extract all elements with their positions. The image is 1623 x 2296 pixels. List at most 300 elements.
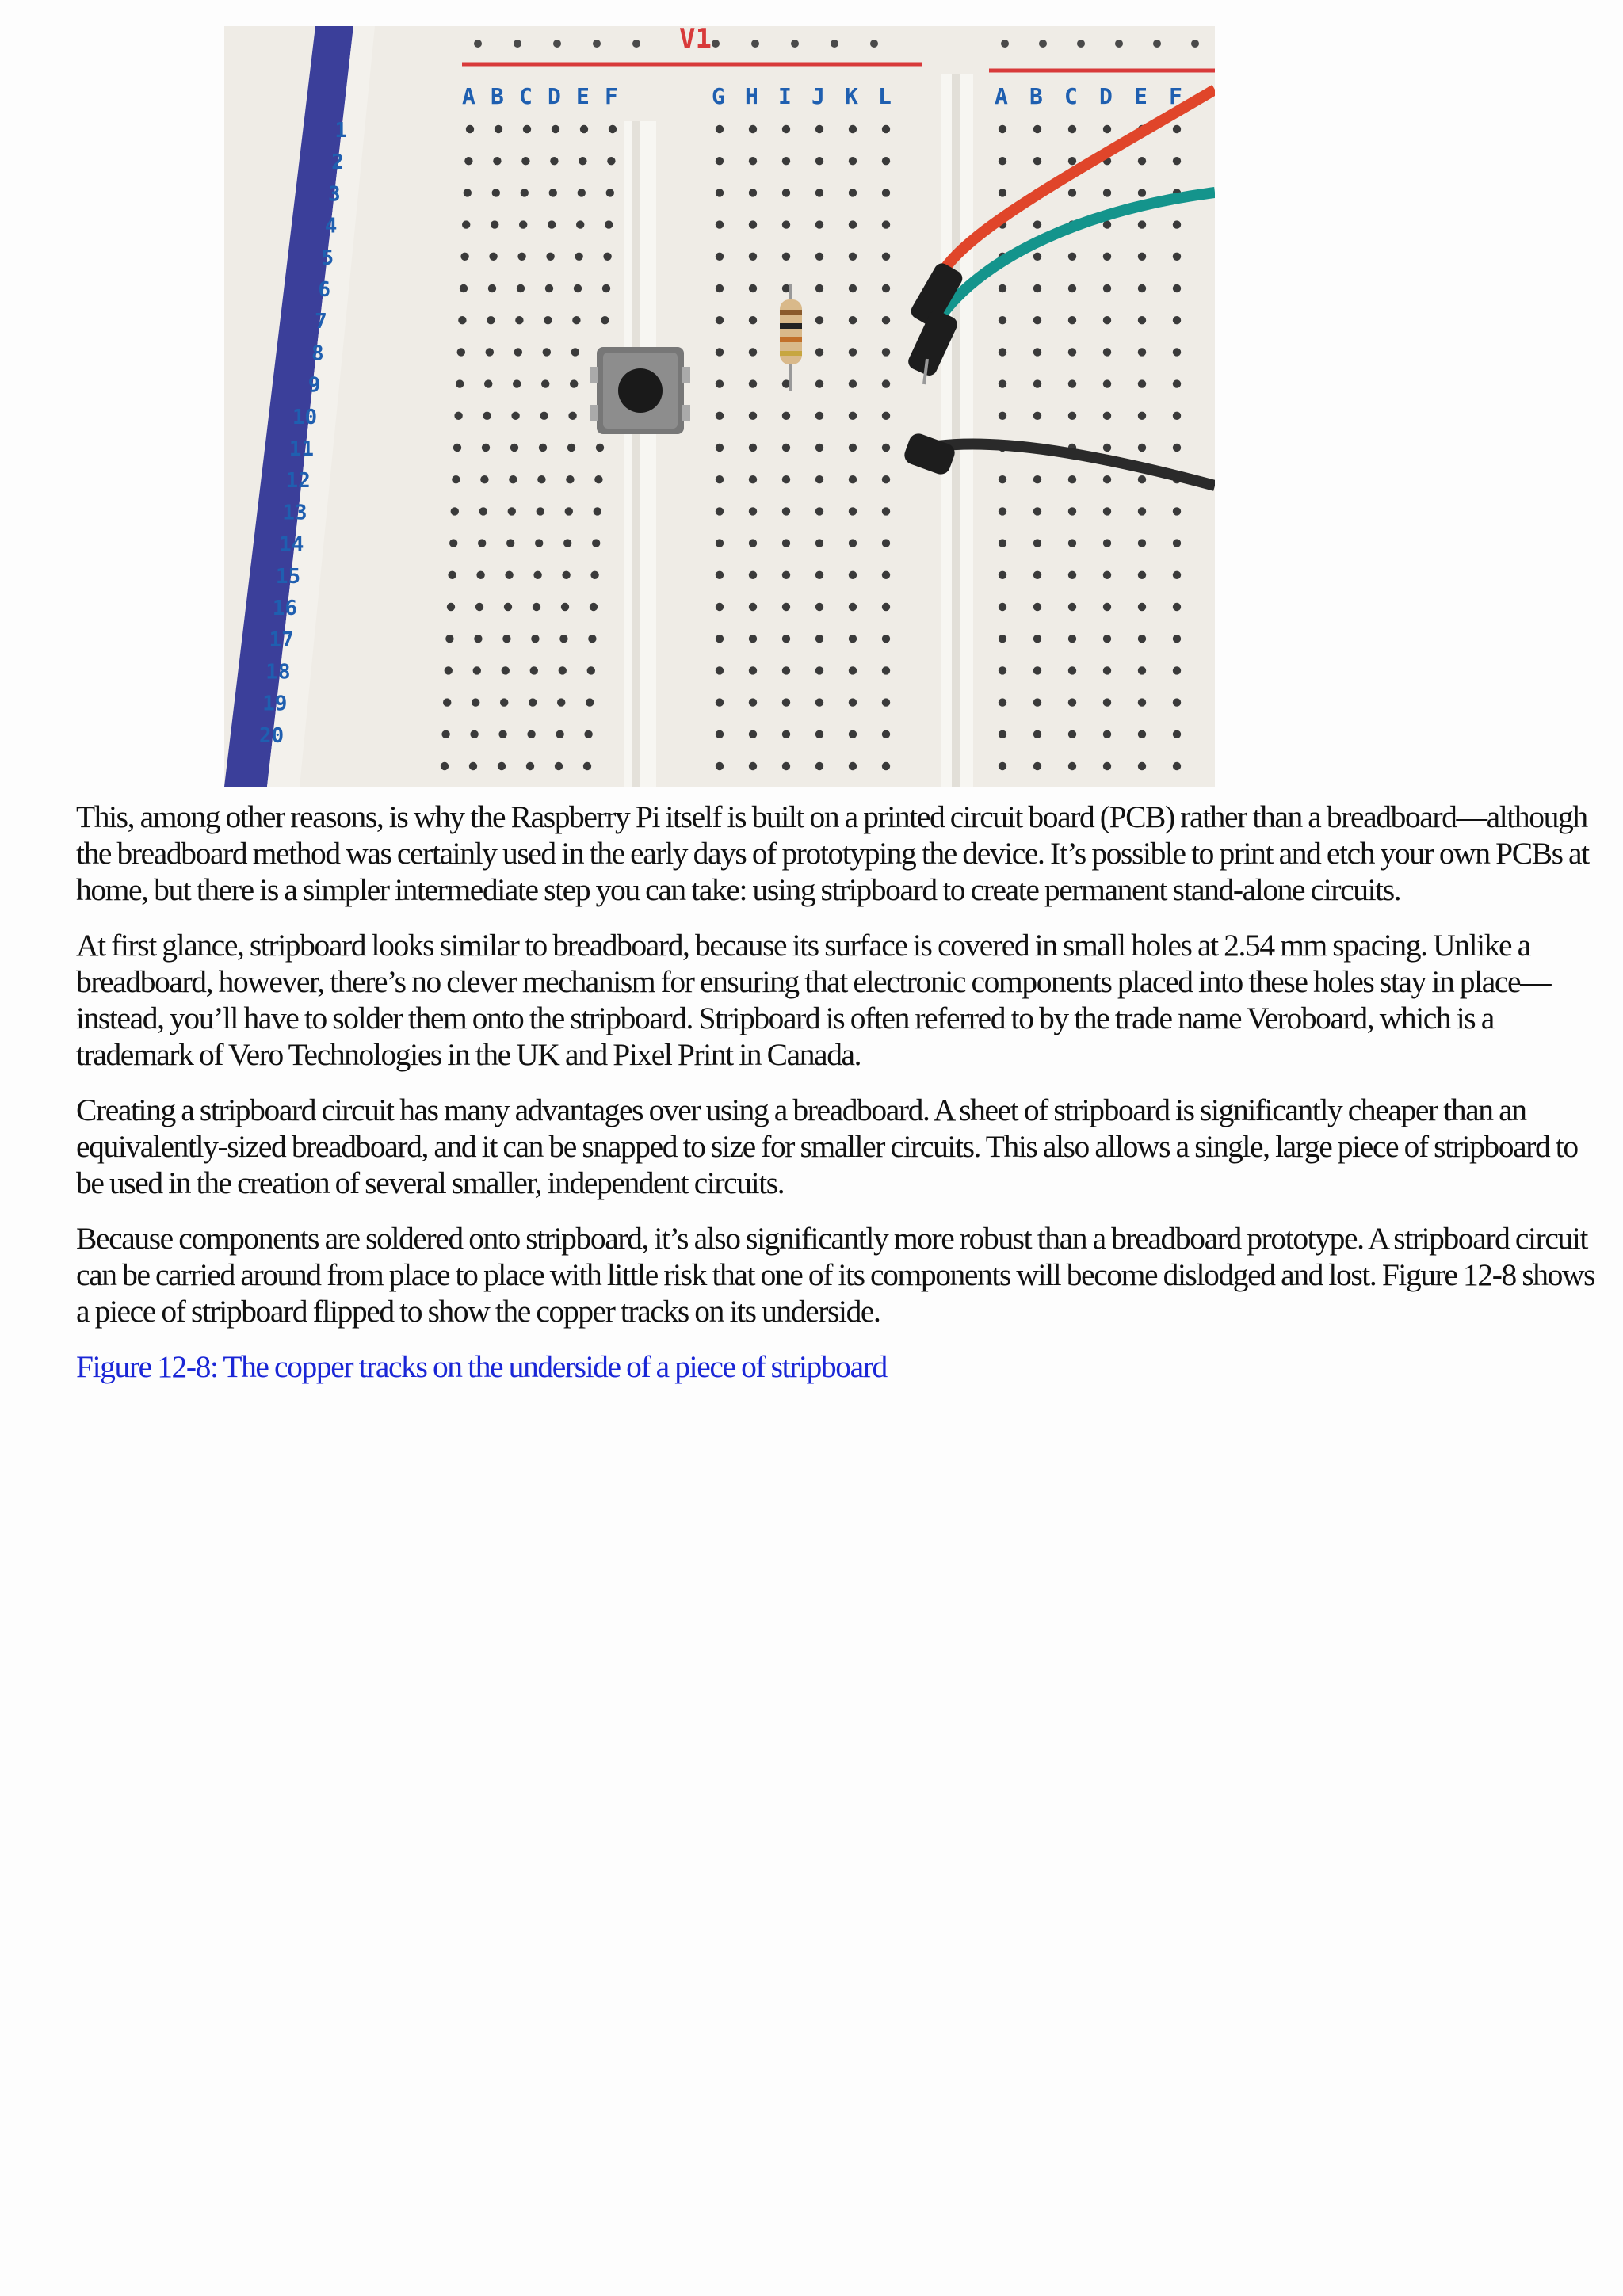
breadboard-hole (882, 412, 890, 420)
breadboard-hole (749, 379, 757, 387)
breadboard-hole (559, 666, 567, 674)
breadboard-hole (571, 348, 579, 356)
breadboard-hole (491, 220, 498, 228)
breadboard-hole (815, 507, 823, 515)
breadboard-hole (523, 125, 531, 133)
breadboard-hole (1138, 475, 1146, 483)
breadboard-hole (999, 189, 1006, 196)
breadboard-hole (749, 698, 757, 706)
breadboard-hole (882, 507, 890, 515)
breadboard-hole (1103, 730, 1111, 738)
breadboard-hole (749, 220, 757, 228)
row-label: 3 (327, 182, 341, 207)
breadboard-hole (1103, 125, 1111, 133)
breadboard-hole (502, 666, 510, 674)
breadboard-photo (224, 26, 1215, 787)
breadboard-hole (1103, 189, 1111, 196)
breadboard-hole (1138, 284, 1146, 292)
breadboard-hole (849, 539, 857, 547)
breadboard-hole (749, 157, 757, 165)
breadboard-hole (1138, 603, 1146, 611)
breadboard-hole (548, 220, 556, 228)
rail-hole (751, 40, 759, 48)
column-label: F (605, 83, 618, 109)
breadboard-hole (716, 220, 724, 228)
breadboard-hole (999, 666, 1006, 674)
breadboard-hole (606, 189, 614, 196)
breadboard-hole (1138, 189, 1146, 196)
paragraph: Because components are soldered onto stripboard, it’s also significantly more robust than a breadboard prototype. A stripboard circuit can be carried around from place to place with little risk that one of its components will become dislodged and lost. Figure 12-8 shows a piece of stripboard flipped to show the copper tracks on its underside. (76, 1221, 1595, 1329)
breadboard-hole (815, 220, 823, 228)
rail-hole (791, 40, 799, 48)
breadboard-hole (546, 253, 554, 261)
breadboard-hole (999, 571, 1006, 579)
breadboard-hole (510, 444, 518, 452)
breadboard-hole (1068, 507, 1076, 515)
breadboard-hole (1138, 635, 1146, 643)
breadboard-hole (749, 571, 757, 579)
breadboard-hole (473, 666, 481, 674)
breadboard-hole (592, 539, 600, 547)
breadboard-hole (1138, 507, 1146, 515)
breadboard-hole (749, 762, 757, 770)
breadboard-hole (849, 220, 857, 228)
breadboard-hole (749, 603, 757, 611)
breadboard-hole (521, 189, 529, 196)
row-label: 7 (315, 310, 327, 334)
breadboard-hole (500, 698, 508, 706)
breadboard-hole (495, 125, 502, 133)
breadboard-hole (1173, 379, 1181, 387)
breadboard-hole (605, 220, 613, 228)
breadboard-hole (552, 125, 559, 133)
breadboard-hole (579, 157, 586, 165)
row-label: 12 (285, 469, 311, 494)
breadboard-hole (1068, 666, 1076, 674)
breadboard-hole (543, 348, 551, 356)
breadboard-hole (749, 412, 757, 420)
breadboard-hole (549, 189, 557, 196)
breadboard-hole (502, 635, 510, 643)
breadboard-hole (1173, 507, 1181, 515)
breadboard-hole (1103, 603, 1111, 611)
breadboard-hole (609, 125, 617, 133)
breadboard-hole (849, 666, 857, 674)
breadboard-hole (568, 412, 576, 420)
breadboard-hole (458, 316, 466, 324)
row-label: 16 (272, 597, 297, 620)
row-label: 15 (275, 564, 301, 589)
breadboard-hole (1068, 253, 1076, 261)
breadboard-hole (445, 666, 453, 674)
breadboard-hole (572, 316, 580, 324)
breadboard-hole (470, 730, 478, 738)
breadboard-hole (1173, 539, 1181, 547)
breadboard-hole (454, 412, 462, 420)
breadboard-hole (441, 762, 449, 770)
breadboard-hole (716, 762, 724, 770)
breadboard-hole (1103, 698, 1111, 706)
breadboard-hole (469, 762, 477, 770)
breadboard-hole (1103, 666, 1111, 674)
breadboard-hole (1068, 698, 1076, 706)
breadboard-hole (1103, 539, 1111, 547)
breadboard-hole (882, 730, 890, 738)
breadboard-hole (1103, 348, 1111, 356)
breadboard-hole (882, 348, 890, 356)
rail-hole (1191, 40, 1199, 48)
breadboard-hole (498, 762, 506, 770)
breadboard-hole (530, 666, 538, 674)
column-label: I (778, 83, 792, 109)
breadboard-hole (716, 189, 724, 196)
breadboard-hole (1103, 475, 1111, 483)
breadboard-hole (1103, 220, 1111, 228)
breadboard-hole (1103, 253, 1111, 261)
breadboard-hole (1033, 666, 1041, 674)
breadboard-hole (1068, 635, 1076, 643)
breadboard-hole (544, 316, 552, 324)
column-label: B (1029, 83, 1043, 109)
breadboard-hole (815, 189, 823, 196)
row-label: 18 (265, 660, 291, 685)
breadboard-hole (782, 379, 790, 387)
breadboard-hole (575, 253, 582, 261)
breadboard-hole (849, 475, 857, 483)
breadboard-hole (716, 571, 724, 579)
breadboard-hole (999, 635, 1006, 643)
breadboard-hole (1033, 316, 1041, 324)
breadboard-hole (1173, 635, 1181, 643)
breadboard-hole (1033, 603, 1041, 611)
row-label: 13 (282, 501, 307, 525)
breadboard-hole (782, 157, 790, 165)
breadboard-hole (602, 284, 610, 292)
breadboard-hole (849, 603, 857, 611)
rail-hole (514, 40, 521, 48)
column-label: L (878, 83, 892, 109)
breadboard-hole (1103, 379, 1111, 387)
breadboard-hole (1068, 125, 1076, 133)
breadboard-hole (1068, 475, 1076, 483)
breadboard-hole (716, 412, 724, 420)
breadboard-hole (999, 284, 1006, 292)
breadboard-hole (999, 698, 1006, 706)
breadboard-hole (506, 539, 514, 547)
breadboard-hole (849, 379, 857, 387)
breadboard-hole (607, 157, 615, 165)
breadboard-hole (483, 412, 491, 420)
breadboard-hole (1068, 316, 1076, 324)
breadboard-hole (999, 730, 1006, 738)
breadboard-hole (478, 539, 486, 547)
breadboard-hole (590, 603, 598, 611)
column-label: D (1099, 83, 1113, 109)
breadboard-hole (1173, 157, 1181, 165)
breadboard-hole (515, 316, 523, 324)
breadboard-hole (1138, 730, 1146, 738)
paragraph: At first glance, stripboard looks similar to breadboard, because its surface is covered in small holes at 2.54 mm spacing. Unlike a breadboard, however, there’s no clever mechanism for ensuring that electronic components placed into these holes stay in place—instead, you’ll have to solder them onto the stripboard. Stripboard is often referred to by the trade name Veroboard, which is a trademark of Vero Technologies in the UK and Pixel Print in Canada. (76, 928, 1551, 1072)
breadboard-hole (782, 730, 790, 738)
rail-hole (1153, 40, 1161, 48)
row-label: 9 (307, 373, 321, 398)
breadboard-hole (849, 444, 857, 452)
breadboard-hole (1033, 125, 1041, 133)
breadboard-hole (815, 635, 823, 643)
breadboard-hole (849, 189, 857, 196)
breadboard-hole (999, 348, 1006, 356)
breadboard-hole (815, 157, 823, 165)
breadboard-hole (519, 220, 527, 228)
breadboard-hole (716, 444, 724, 452)
breadboard-hole (1068, 284, 1076, 292)
breadboard-hole (537, 475, 545, 483)
rail-hole (632, 40, 640, 48)
breadboard-hole (815, 571, 823, 579)
breadboard-hole (716, 157, 724, 165)
breadboard-hole (541, 379, 549, 387)
breadboard-hole (882, 635, 890, 643)
breadboard-hole (749, 125, 757, 133)
breadboard-hole (556, 730, 563, 738)
breadboard-hole (782, 762, 790, 770)
board-label: V1 (679, 26, 712, 55)
breadboard-hole (1033, 157, 1041, 165)
breadboard-hole (782, 189, 790, 196)
breadboard-hole (603, 253, 611, 261)
column-label: C (519, 83, 533, 109)
breadboard-hole (456, 379, 464, 387)
breadboard-hole (782, 220, 790, 228)
breadboard-hole (476, 571, 484, 579)
breadboard-hole (1138, 348, 1146, 356)
breadboard-hole (1033, 698, 1041, 706)
breadboard-hole (782, 539, 790, 547)
breadboard-hole (849, 157, 857, 165)
breadboard-hole (1173, 284, 1181, 292)
breadboard-hole (1138, 379, 1146, 387)
rail-hole (1115, 40, 1123, 48)
column-label: H (745, 83, 758, 109)
breadboard-hole (815, 603, 823, 611)
column-label: D (548, 83, 561, 109)
breadboard-hole (1138, 444, 1146, 452)
row-label: 10 (292, 405, 318, 429)
breadboard-hole (441, 730, 449, 738)
breadboard-hole (882, 475, 890, 483)
breadboard-hole (587, 666, 595, 674)
breadboard-hole (749, 444, 757, 452)
breadboard-hole (513, 379, 521, 387)
breadboard-hole (999, 507, 1006, 515)
breadboard-hole (517, 284, 525, 292)
row-label: 14 (279, 532, 304, 557)
breadboard-hole (1173, 444, 1181, 452)
breadboard-hole (1033, 539, 1041, 547)
breadboard-hole (882, 603, 890, 611)
breadboard-hole (565, 507, 573, 515)
breadboard-hole (1103, 444, 1111, 452)
breadboard-hole (749, 475, 757, 483)
breadboard-hole (716, 253, 724, 261)
breadboard-hole (545, 284, 553, 292)
rail-hole (831, 40, 838, 48)
breadboard-hole (550, 157, 558, 165)
breadboard-hole (590, 571, 598, 579)
rail-hole (712, 40, 720, 48)
breadboard-hole (782, 253, 790, 261)
breadboard-hole (749, 284, 757, 292)
breadboard-hole (580, 125, 588, 133)
breadboard-hole (447, 603, 455, 611)
breadboard-hole (1138, 220, 1146, 228)
breadboard-hole (782, 635, 790, 643)
breadboard-hole (1138, 157, 1146, 165)
row-label: 8 (311, 341, 324, 366)
breadboard-hole (1173, 220, 1181, 228)
breadboard-hole (1068, 412, 1076, 420)
breadboard-hole (1033, 253, 1041, 261)
column-label: G (712, 83, 725, 109)
rail-hole (474, 40, 482, 48)
breadboard-hole (486, 348, 494, 356)
breadboard-hole (1173, 125, 1181, 133)
breadboard-hole (849, 316, 857, 324)
breadboard-hole (815, 762, 823, 770)
breadboard-hole (1173, 730, 1181, 738)
breadboard-hole (460, 253, 468, 261)
breadboard-hole (594, 507, 601, 515)
breadboard-hole (1033, 507, 1041, 515)
breadboard-hole (559, 635, 567, 643)
breadboard-hole (584, 730, 592, 738)
breadboard-hole (533, 603, 540, 611)
breadboard-hole (716, 730, 724, 738)
breadboard-hole (849, 730, 857, 738)
breadboard-hole (474, 635, 482, 643)
breadboard-hole (570, 379, 578, 387)
rail-hole (1077, 40, 1085, 48)
rail-hole (870, 40, 878, 48)
breadboard-hole (505, 571, 513, 579)
breadboard-hole (882, 539, 890, 547)
breadboard-hole (815, 125, 823, 133)
breadboard-hole (815, 666, 823, 674)
breadboard-hole (882, 157, 890, 165)
row-label: 19 (262, 692, 288, 716)
breadboard-hole (1173, 412, 1181, 420)
breadboard-hole (999, 762, 1006, 770)
breadboard-hole (782, 698, 790, 706)
column-label: K (845, 83, 858, 109)
breadboard-hole (537, 507, 544, 515)
breadboard-hole (749, 539, 757, 547)
row-label: 17 (269, 628, 294, 653)
breadboard-hole (815, 316, 823, 324)
breadboard-hole (529, 698, 537, 706)
breadboard-hole (489, 253, 497, 261)
column-label: E (576, 83, 590, 109)
breadboard-hole (716, 125, 724, 133)
breadboard-hole (999, 603, 1006, 611)
breadboard-hole (749, 666, 757, 674)
breadboard-hole (566, 475, 574, 483)
breadboard-hole (849, 635, 857, 643)
breadboard-hole (716, 666, 724, 674)
breadboard-hole (1103, 412, 1111, 420)
row-label: 1 (334, 119, 347, 143)
breadboard-hole (882, 444, 890, 452)
breadboard-hole (498, 730, 506, 738)
breadboard-hole (493, 157, 501, 165)
breadboard-hole (1173, 698, 1181, 706)
breadboard-hole (1068, 603, 1076, 611)
breadboard-hole (1173, 571, 1181, 579)
breadboard-hole (716, 698, 724, 706)
breadboard-hole (1138, 571, 1146, 579)
breadboard-hole (1138, 762, 1146, 770)
rail-hole (593, 40, 601, 48)
breadboard-hole (1068, 762, 1076, 770)
breadboard-hole (1068, 348, 1076, 356)
breadboard-hole (815, 253, 823, 261)
breadboard-hole (1033, 284, 1041, 292)
breadboard-hole (782, 666, 790, 674)
breadboard-hole (1033, 635, 1041, 643)
breadboard-hole (815, 284, 823, 292)
breadboard-hole (508, 507, 516, 515)
breadboard-hole (1138, 698, 1146, 706)
breadboard-hole (882, 125, 890, 133)
breadboard-hole (1138, 253, 1146, 261)
breadboard-hole (1103, 284, 1111, 292)
breadboard-hole (815, 379, 823, 387)
breadboard-hole (1173, 348, 1181, 356)
breadboard-hole (1138, 539, 1146, 547)
breadboard-hole (782, 603, 790, 611)
breadboard-hole (1033, 348, 1041, 356)
row-label: 11 (288, 437, 314, 461)
breadboard-hole (472, 698, 479, 706)
breadboard-hole (782, 284, 790, 292)
breadboard-hole (1138, 316, 1146, 324)
breadboard-hole (815, 698, 823, 706)
breadboard-hole (999, 125, 1006, 133)
breadboard-hole (782, 444, 790, 452)
breadboard-hole (464, 189, 472, 196)
figure-caption-link[interactable]: Figure 12-8: The copper tracks on the underside of a piece of stripboard (76, 1349, 887, 1384)
breadboard-hole (882, 666, 890, 674)
breadboard-hole (521, 157, 529, 165)
breadboard-hole (488, 284, 496, 292)
breadboard-hole (1068, 571, 1076, 579)
breadboard-hole (882, 253, 890, 261)
breadboard-hole (452, 475, 460, 483)
breadboard-hole (586, 698, 594, 706)
breadboard-hole (588, 635, 596, 643)
breadboard-hole (815, 730, 823, 738)
breadboard-hole (815, 412, 823, 420)
breadboard-hole (479, 507, 487, 515)
column-label: J (812, 83, 825, 109)
breadboard-hole (535, 539, 543, 547)
breadboard-hole (849, 125, 857, 133)
breadboard-hole (1173, 253, 1181, 261)
row-label: 6 (318, 278, 330, 302)
breadboard-hole (1103, 571, 1111, 579)
breadboard-hole (448, 571, 456, 579)
breadboard-hole (574, 284, 582, 292)
